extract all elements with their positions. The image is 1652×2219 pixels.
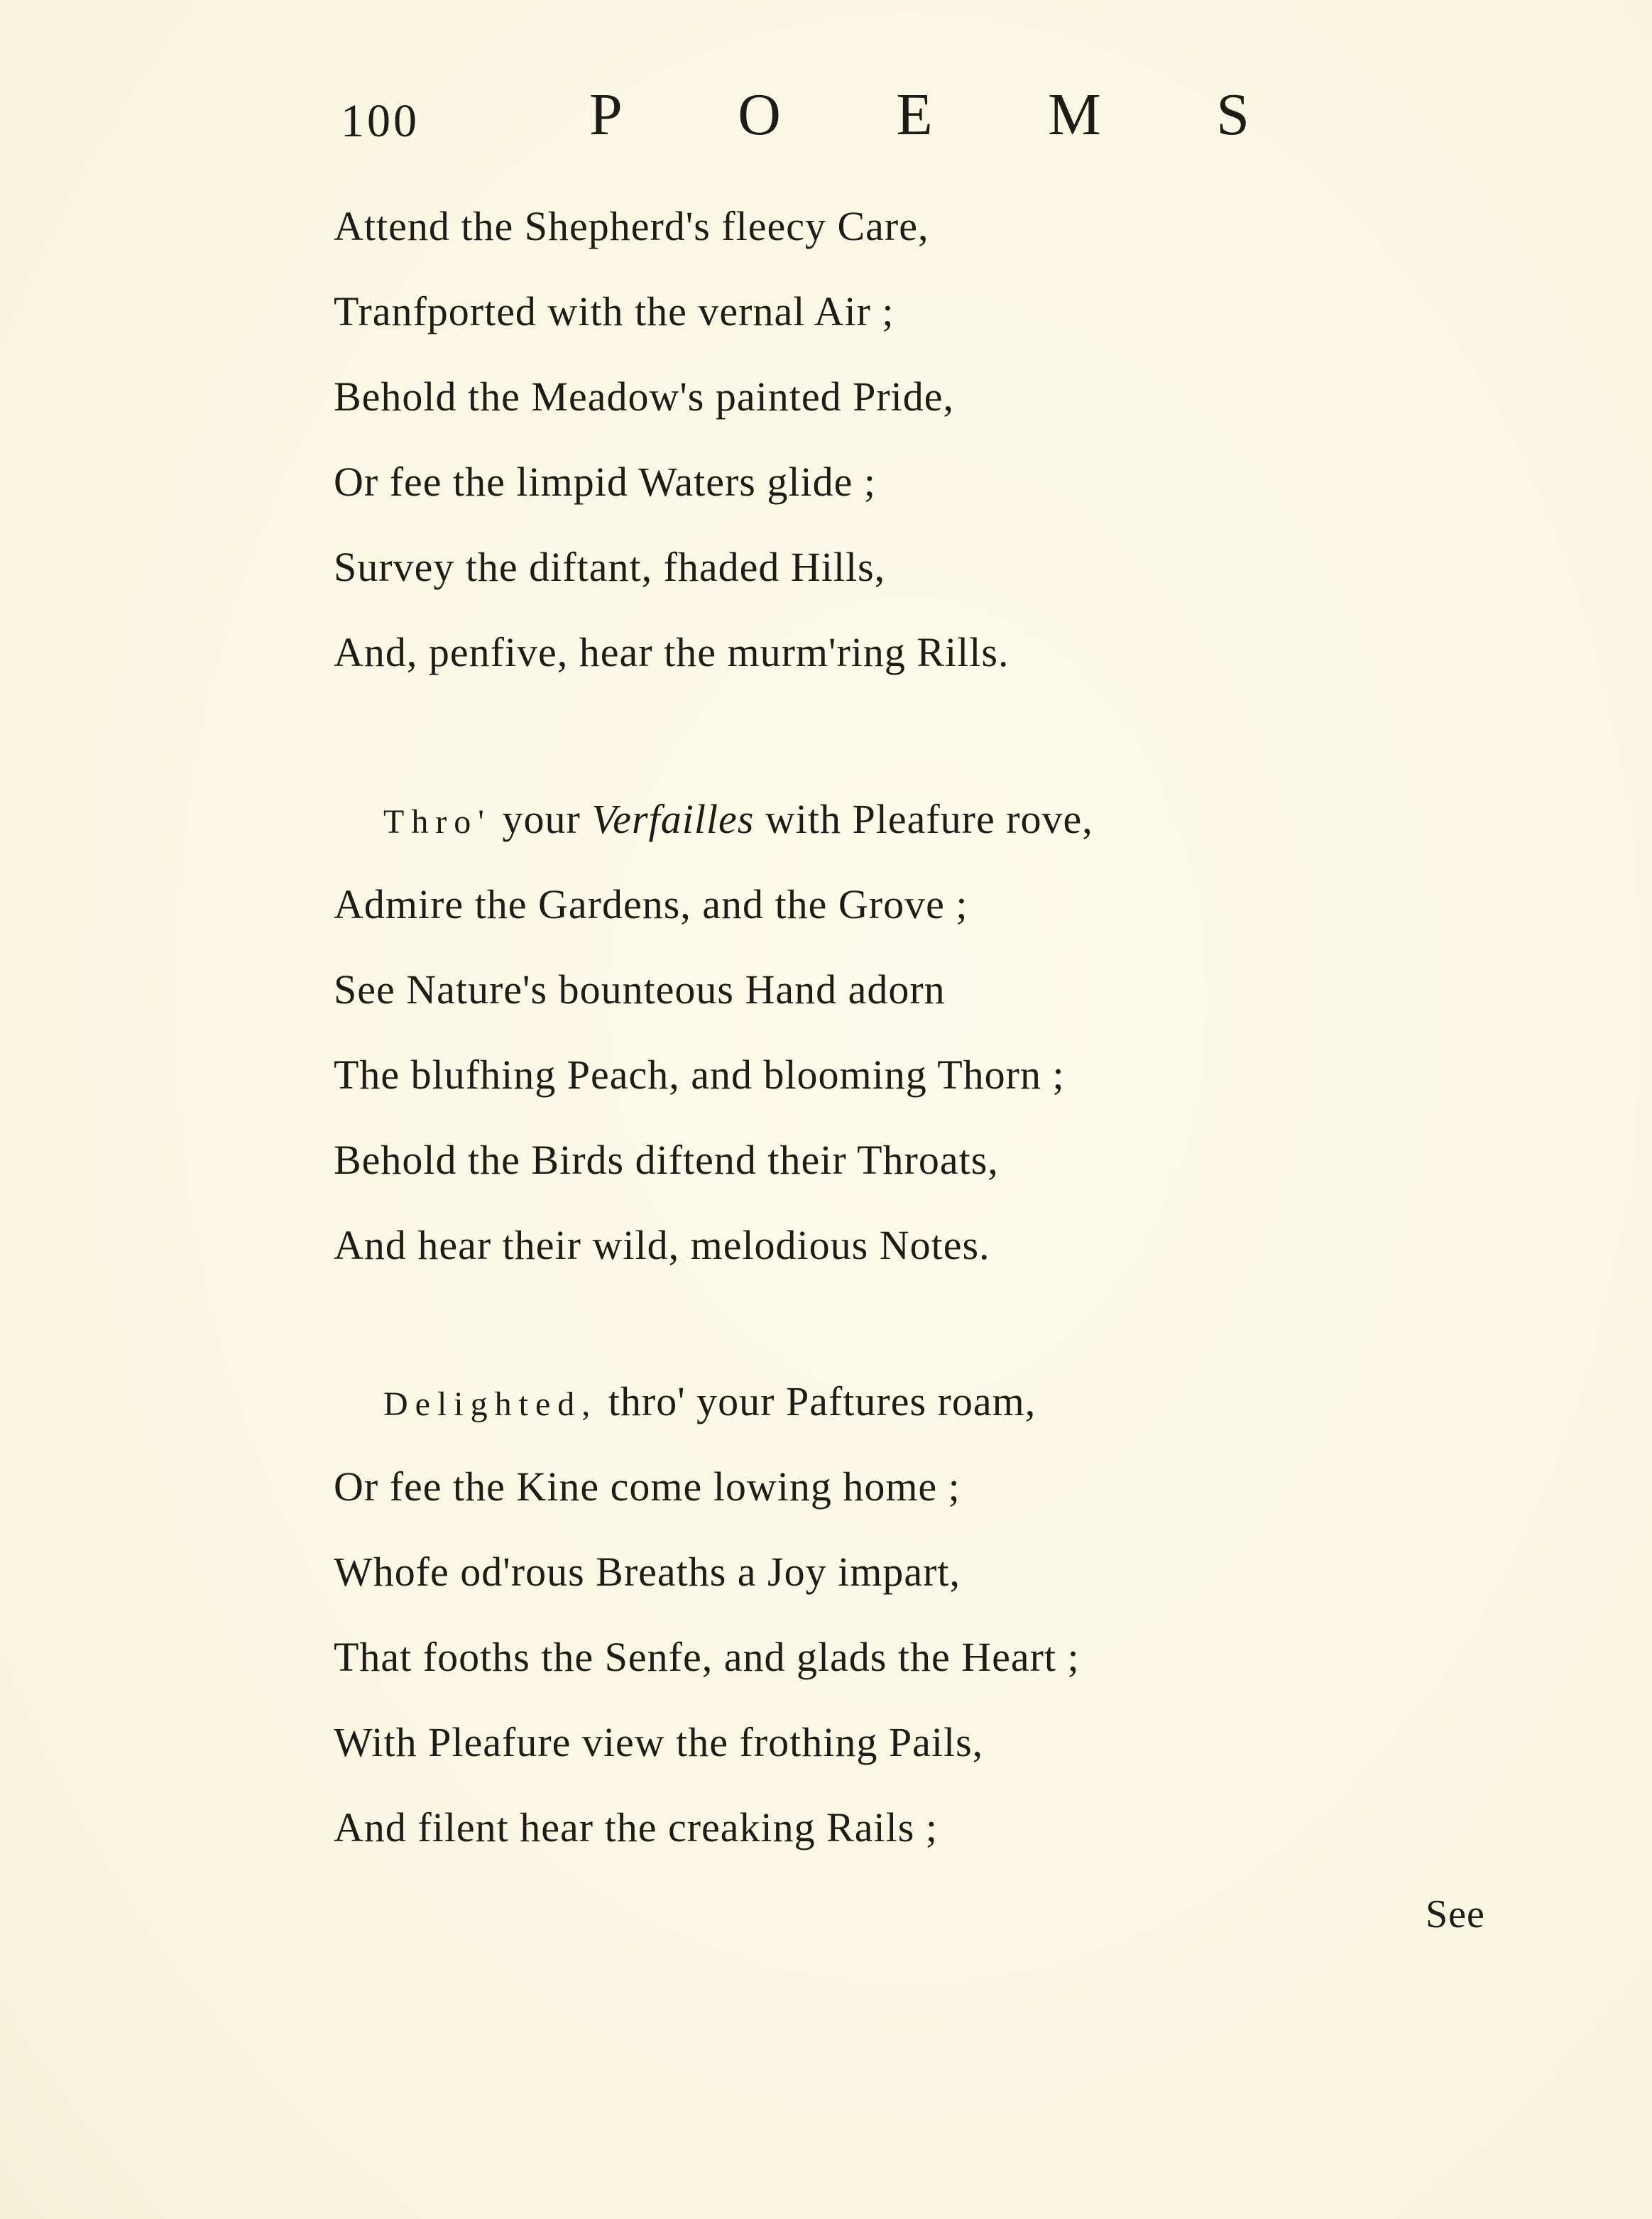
running-title bbox=[589, 82, 1249, 148]
verse-line: Or fee the limpid Waters glide ; bbox=[334, 459, 876, 505]
page-number: 100 bbox=[341, 95, 420, 147]
verse-line: See Nature's bounteous Hand adorn bbox=[334, 966, 946, 1013]
catchword: See bbox=[1426, 1892, 1485, 1936]
verse-line: And, penfive, hear the murm'ring Rills. bbox=[334, 629, 1010, 675]
verse-line: Behold the Birds diftend their Throats, bbox=[334, 1137, 999, 1183]
verse-line: Or fee the Kine come lowing home ; bbox=[334, 1463, 961, 1510]
verse-line: And hear their wild, melodious Notes. bbox=[334, 1222, 990, 1268]
running-title-letter: O bbox=[738, 82, 781, 148]
small-caps-first-word: Thro' bbox=[383, 803, 491, 841]
verse-line: Tranfported with the vernal Air ; bbox=[334, 288, 895, 334]
verse-line: Whofe od'rous Breaths a Joy impart, bbox=[334, 1549, 961, 1595]
running-title-letter: M bbox=[1048, 82, 1101, 148]
page-header bbox=[334, 82, 1249, 163]
verse-line: And filent hear the creaking Rails ; bbox=[334, 1804, 938, 1850]
small-caps-first-word: Delighted, bbox=[383, 1385, 598, 1423]
running-title-letter: P bbox=[589, 82, 623, 148]
verse-line: Behold the Meadow's painted Pride, bbox=[334, 374, 955, 420]
verse-line: The blufhing Peach, and blooming Thorn ; bbox=[334, 1052, 1065, 1098]
running-title-letter: S bbox=[1216, 82, 1249, 148]
running-title-letter: E bbox=[896, 82, 933, 148]
verse-line: Attend the Shepherd's fleecy Care, bbox=[334, 203, 929, 249]
verse-line: Admire the Gardens, and the Grove ; bbox=[334, 881, 968, 927]
verse-line: That fooths the Senfe, and glads the Heart ; bbox=[334, 1634, 1080, 1680]
italic-place-name: Verfailles bbox=[591, 796, 755, 842]
verse-line: Survey the diftant, fhaded Hills, bbox=[334, 544, 886, 590]
stanza-opening-line: Delighted, thro' your Paftures roam, bbox=[383, 1378, 1036, 1424]
verse-line: With Pleafure view the frothing Pails, bbox=[334, 1719, 984, 1765]
stanza-opening-line: Thro' your Verfailles with Pleafure rove, bbox=[383, 796, 1093, 842]
